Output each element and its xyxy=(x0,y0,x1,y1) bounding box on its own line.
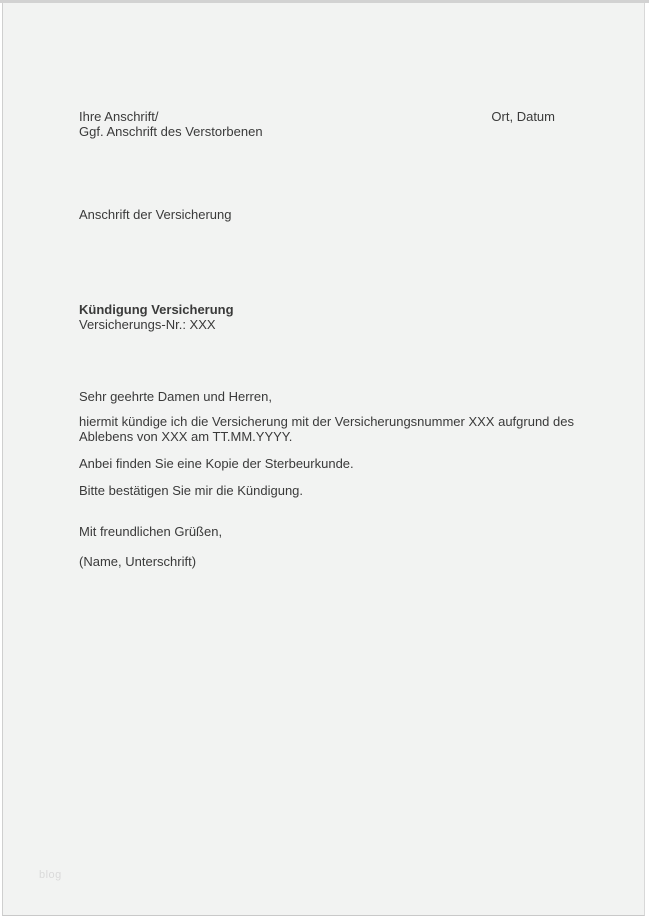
letter-page xyxy=(2,3,645,916)
recipient-address: Anschrift der Versicherung xyxy=(79,207,232,222)
body-paragraph-1 xyxy=(79,414,574,444)
subject-block xyxy=(79,302,234,332)
body-paragraph-2: Anbei finden Sie eine Kopie der Sterbeurkunde. xyxy=(79,456,354,471)
sender-address-block xyxy=(79,109,263,139)
body-paragraph-1-line1: hiermit kündige ich die Versicherung mit der Versicherungsnummer XXX aufgrund des xyxy=(79,414,574,429)
subject-reference: Versicherungs-Nr.: XXX xyxy=(79,317,216,332)
sender-address-line2: Ggf. Anschrift des Verstorbenen xyxy=(79,124,263,139)
salutation: Sehr geehrte Damen und Herren, xyxy=(79,389,272,404)
signature-placeholder: (Name, Unterschrift) xyxy=(79,554,197,569)
closing-line: Mit freundlichen Grüßen, xyxy=(79,524,223,539)
body-paragraph-1-line2: Ablebens von XXX am TT.MM.YYYY. xyxy=(79,429,293,444)
subject-title: Kündigung Versicherung xyxy=(79,302,234,317)
body-paragraph-3: Bitte bestätigen Sie mir die Kündigung. xyxy=(79,483,304,498)
watermark-text: blog xyxy=(39,869,62,881)
place-date-line: Ort, Datum xyxy=(491,109,555,124)
sender-address-line1: Ihre Anschrift/ xyxy=(79,109,159,124)
